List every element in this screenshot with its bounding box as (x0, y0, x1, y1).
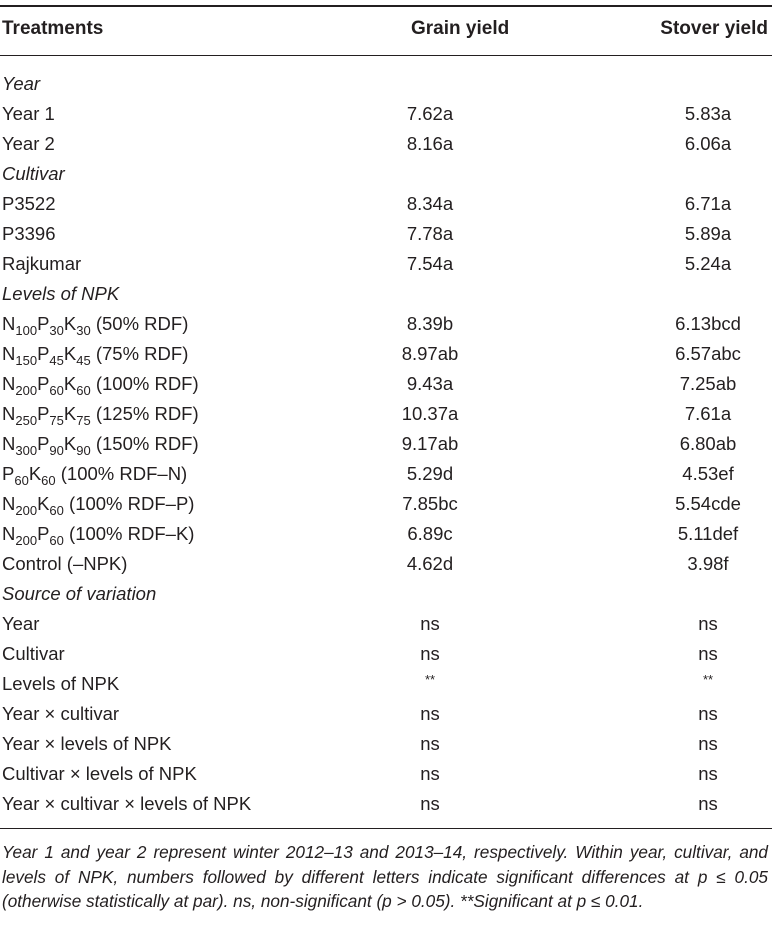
table-row (0, 399, 772, 429)
table-row (0, 759, 772, 789)
treatment-cell: P3522 (2, 193, 56, 214)
stover-yield-cell: ns (698, 763, 718, 784)
stover-yield-cell: 6.06a (684, 133, 732, 154)
header-treatments: Treatments (2, 18, 104, 39)
section-row (0, 279, 772, 309)
table-row (0, 309, 772, 339)
treatment-cell: $N_{200}K_{60}$ (100% RDF–P) (2, 493, 195, 518)
table-row (0, 489, 772, 519)
stover-yield-cell: ns (698, 703, 718, 724)
stover-yield-cell: 6.13bcd (675, 313, 741, 334)
stover-yield-cell: 7.61a (684, 403, 732, 424)
stover-yield-cell: 5.24a (684, 253, 732, 274)
stover-yield-cell: 5.11def (677, 523, 739, 544)
stover-yield-cell: 6.57abc (675, 343, 741, 364)
treatment-cell: Year × cultivar (2, 703, 120, 724)
table-row (0, 129, 772, 159)
grain-yield-cell: ns (420, 793, 440, 814)
treatment-cell: Levels of NPK (2, 673, 120, 694)
stover-yield-cell: ns (698, 613, 718, 634)
grain-yield-cell: 10.37a (401, 403, 459, 424)
grain-yield-cell: 7.62a (406, 103, 454, 124)
table-row (0, 339, 772, 369)
section-row (0, 69, 772, 99)
treatment-cell: Rajkumar (2, 253, 82, 274)
treatment-cell: $N_{200}P_{60}K_{60}$ (100% RDF) (2, 373, 199, 398)
treatment-cell: Control (–NPK) (2, 553, 128, 574)
treatment-cell: Cultivar (2, 643, 65, 664)
treatment-cell: Year × levels of NPK (2, 733, 172, 754)
stover-yield-cell: 5.54cde (675, 493, 741, 514)
grain-yield-cell: 8.34a (406, 193, 454, 214)
table-row (0, 609, 772, 639)
table-row (0, 639, 772, 669)
stover-yield-cell: 5.83a (684, 103, 732, 124)
table-row (0, 369, 772, 399)
treatment-cell: Year 1 (2, 103, 55, 124)
grain-yield-cell: 6.89c (407, 523, 453, 544)
grain-yield-cell: 8.16a (406, 133, 454, 154)
table-row (0, 549, 772, 579)
section-row (0, 159, 772, 189)
treatment-cell: $N_{250}P_{75}K_{75}$ (125% RDF) (2, 403, 199, 428)
table-row (0, 189, 772, 219)
stover-yield-cell: 6.80ab (679, 433, 737, 454)
grain-yield-cell: 7.85bc (402, 493, 458, 514)
table-row (0, 669, 772, 699)
header-rule (0, 55, 772, 56)
stover-yield-cell: 6.71a (684, 193, 732, 214)
treatment-cell: Year × cultivar × levels of NPK (2, 793, 252, 814)
grain-yield-cell: ns (420, 763, 440, 784)
stover-yield-cell: ** (702, 672, 714, 687)
grain-yield-cell: 7.54a (406, 253, 454, 274)
top-rule (0, 5, 772, 7)
grain-yield-cell: ** (424, 672, 436, 687)
section-label: Year (2, 73, 41, 94)
grain-yield-cell: 5.29d (406, 463, 454, 484)
stover-yield-cell: ns (698, 733, 718, 754)
table-row (0, 789, 772, 819)
table-row (0, 729, 772, 759)
table-row (0, 429, 772, 459)
treatment-cell: Cultivar × levels of NPK (2, 763, 197, 784)
table-row (0, 99, 772, 129)
grain-yield-cell: ns (420, 733, 440, 754)
treatment-cell: $P_{60}K_{60}$ (100% RDF–N) (2, 463, 188, 488)
table-row (0, 699, 772, 729)
section-label: Cultivar (2, 163, 65, 184)
stover-yield-cell: 3.98f (687, 553, 729, 574)
grain-yield-cell: 8.39b (406, 313, 454, 334)
table-footnote: Year 1 and year 2 represent winter 2012–13 and 2013–14, respectively. Within year, cultivar, and levels of NPK, numbers followed by different letters indicate significant differences at p ≤ 0.05 (otherwise statistically at par). ns, non-significant (p > 0.05). **Significant at p ≤ 0.01. (2, 842, 768, 911)
treatment-cell: Year 2 (2, 133, 55, 154)
section-row (0, 579, 772, 609)
grain-yield-cell: 9.17ab (401, 433, 459, 454)
table-row (0, 249, 772, 279)
treatment-cell: P3396 (2, 223, 56, 244)
stover-yield-cell: 4.53ef (682, 463, 734, 484)
table-row (0, 459, 772, 489)
grain-yield-cell: ns (420, 703, 440, 724)
stover-yield-cell: 5.89a (684, 223, 732, 244)
grain-yield-cell: 7.78a (406, 223, 454, 244)
grain-yield-cell: 4.62d (406, 553, 454, 574)
header-grain-yield: Grain yield (411, 18, 510, 39)
grain-yield-cell: 8.97ab (401, 343, 459, 364)
table-row (0, 519, 772, 549)
grain-yield-cell: 9.43a (406, 373, 454, 394)
grain-yield-cell: ns (420, 613, 440, 634)
section-label: Levels of NPK (2, 283, 120, 304)
header-stover-yield: Stover yield (660, 18, 768, 39)
footer-rule (0, 828, 772, 829)
treatment-cell: Year (2, 613, 40, 634)
stover-yield-cell: ns (698, 643, 718, 664)
table-row (0, 219, 772, 249)
treatment-cell: $N_{150}P_{45}K_{45}$ (75% RDF) (2, 343, 189, 368)
treatment-cell: $N_{300}P_{90}K_{90}$ (150% RDF) (2, 433, 199, 458)
grain-yield-cell: ns (420, 643, 440, 664)
treatment-cell: $N_{200}P_{60}$ (100% RDF–K) (2, 523, 195, 548)
section-label: Source of variation (2, 583, 157, 604)
stover-yield-cell: ns (698, 793, 718, 814)
treatment-cell: $N_{100}P_{30}K_{30}$ (50% RDF) (2, 313, 189, 338)
stover-yield-cell: 7.25ab (679, 373, 737, 394)
